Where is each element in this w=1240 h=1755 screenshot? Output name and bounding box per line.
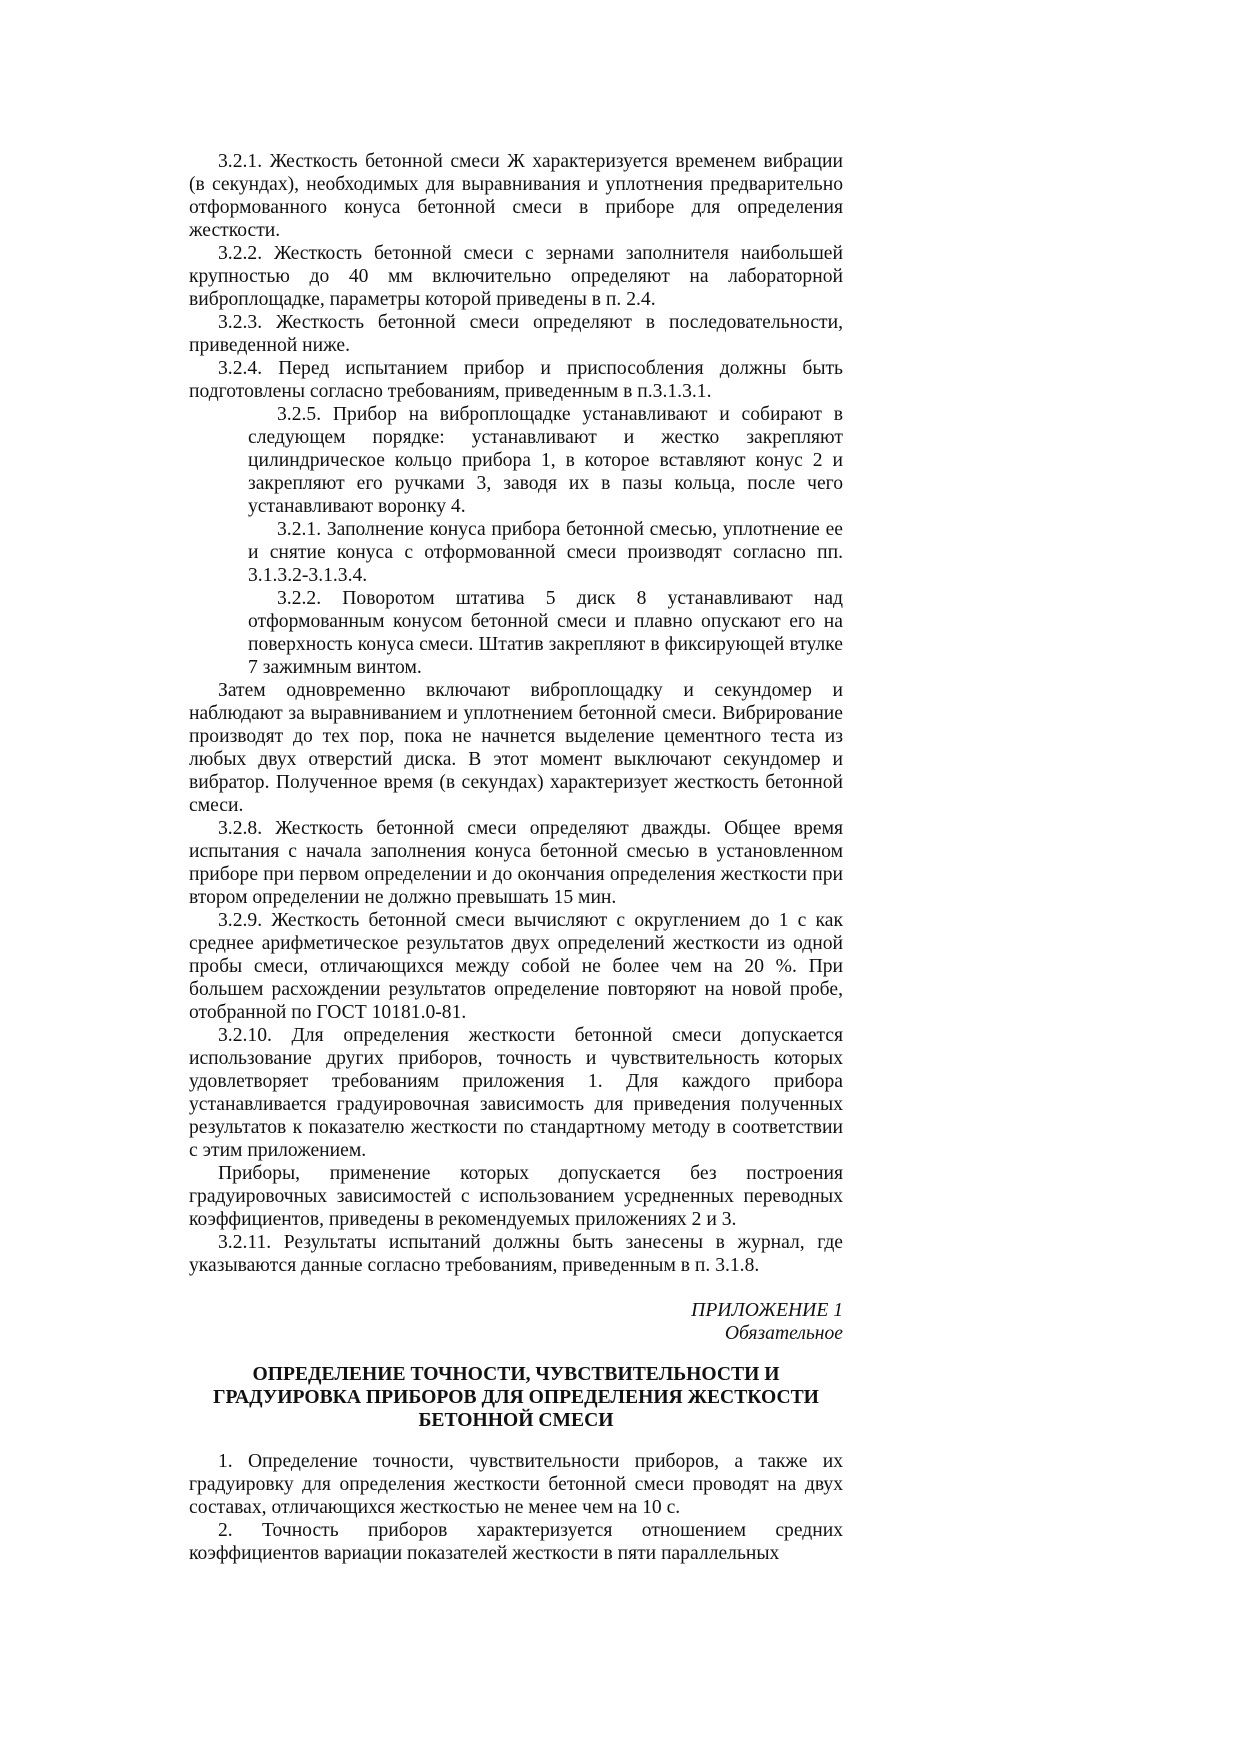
paragraph-vibration: Затем одновременно включают виброплощадку и секундомер и наблюдают за выравниванием и уплотнением бетонной смеси. Вибрирование производят до тех пор, пока не начнется выделение цементного теста из любых двух отверстий диска. В этот момент выключают секундомер и вибратор. Полученное время (в секундах) характеризует жесткость бетонной смеси. — [189, 680, 843, 816]
paragraph-3-2-2-rotate: 3.2.2. Поворотом штатива 5 диск 8 устанавливают над отформованным конусом бетонной смеси и плавно опускают его на поверхность конуса смеси. Штатив закрепляют в фиксирующей втулке 7 зажимным винтом. — [248, 588, 843, 678]
paragraph-3-2-2: 3.2.2. Жесткость бетонной смеси с зернами заполнителя наибольшей крупностью до 40 мм включительно определяют на лабораторной виброплощадке, параметры которой приведены в п. 2.4. — [189, 243, 843, 310]
document-page — [189, 150, 843, 1565]
paragraph-3-2-5: 3.2.5. Прибор на виброплощадке устанавливают и собирают в следующем порядке: устанавливают и жестко закрепляют цилиндрическое кольцо прибора 1, в которое вставляют конус 2 и закрепляют его ручками 3, заводя их в пазы кольца, после чего устанавливают воронку 4. — [248, 404, 843, 517]
paragraph-3-2-1: 3.2.1. Жесткость бетонной смеси Ж характеризуется временем вибрации (в секундах), необходимых для выравнивания и уплотнения предварительно отформованного конуса бетонной смеси в приборе для определения жесткости. — [189, 151, 843, 241]
appendix-paragraph-2: 2. Точность приборов характеризуется отношением средних коэффициентов вариации показателей жесткости в пяти параллельных — [189, 1520, 843, 1564]
paragraph-devices: Приборы, применение которых допускается без построения градуировочных зависимостей с использованием усредненных переводных коэффициентов, приведены в рекомендуемых приложениях 2 и 3. — [189, 1163, 843, 1230]
paragraph-3-2-10: 3.2.10. Для определения жесткости бетонной смеси допускается использование других приборов, точность и чувствительность которых удовлетворяет требованиям приложения 1. Для каждого прибора устанавливается градуировочная зависимость для приведения полученных результатов к показателю жесткости по стандартному методу в соответствии с этим приложением. — [189, 1025, 843, 1161]
appendix-header — [189, 1299, 843, 1345]
appendix-label: ПРИЛОЖЕНИЕ 1 — [691, 1300, 843, 1321]
appendix-title: ОПРЕДЕЛЕНИЕ ТОЧНОСТИ, ЧУВСТВИТЕЛЬНОСТИ И ГРАДУИРОВКА ПРИБОРОВ ДЛЯ ОПРЕДЕЛЕНИЯ ЖЕСТКОСТИ БЕТОННОЙ СМЕСИ — [213, 1364, 819, 1431]
appendix-status: Обязательное — [724, 1323, 843, 1344]
paragraph-3-2-3: 3.2.3. Жесткость бетонной смеси определяют в последовательности, приведенной ниже. — [189, 312, 843, 356]
paragraph-3-2-11: 3.2.11. Результаты испытаний должны быть занесены в журнал, где указываются данные согласно требованиям, приведенным в п. 3.1.8. — [189, 1232, 843, 1276]
paragraph-3-2-9: 3.2.9. Жесткость бетонной смеси вычисляют с округлением до 1 с как среднее арифметическое результатов двух определений жесткости из одной пробы смеси, отличающихся между собой не более чем на 20 %. При большем расхождении результатов определение повторяют на новой пробе, отобранной по ГОСТ 10181.0-81. — [189, 910, 843, 1023]
paragraph-3-2-1-fill: 3.2.1. Заполнение конуса прибора бетонной смесью, уплотнение ее и снятие конуса с отформованной смеси производят согласно пп. 3.1.3.2-3.1.3.4. — [248, 519, 843, 586]
paragraph-3-2-8: 3.2.8. Жесткость бетонной смеси определяют дважды. Общее время испытания с начала заполнения конуса бетонной смесью в установленном приборе при первом определении и до окончания определения жесткости при втором определении не должно превышать 15 мин. — [189, 818, 843, 908]
appendix-paragraph-1: 1. Определение точности, чувствительности приборов, а также их градуировку для определения жесткости бетонной смеси проводят на двух составах, отличающихся жесткостью не менее чем на 10 с. — [189, 1451, 843, 1518]
paragraph-3-2-4: 3.2.4. Перед испытанием прибор и приспособления должны быть подготовлены согласно требованиям, приведенным в п.3.1.3.1. — [189, 358, 843, 402]
